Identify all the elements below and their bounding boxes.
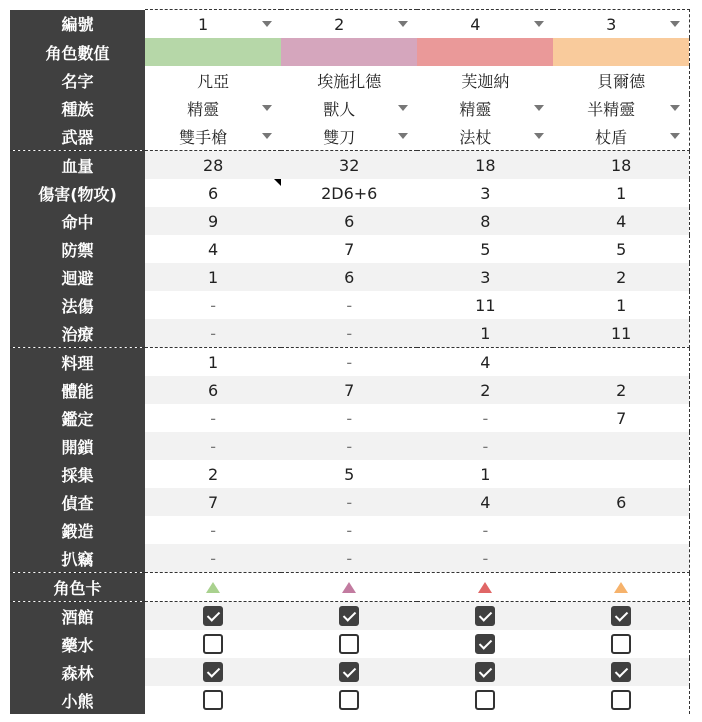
dropdown-arrow-icon[interactable] [670, 105, 680, 111]
checked-checkbox-icon[interactable] [203, 662, 223, 682]
row-tavern [10, 602, 690, 631]
stamina-value: 2 [553, 376, 689, 404]
label-hp: 血量 [10, 151, 145, 180]
dropdown-arrow-icon[interactable] [534, 133, 544, 139]
race-value: 精靈 [187, 99, 220, 119]
potion-checkbox[interactable] [145, 630, 281, 658]
forge-value: - [482, 520, 489, 540]
dropdown-arrow-icon[interactable] [398, 105, 408, 111]
color-swatch [281, 38, 417, 66]
label-cooking: 料理 [10, 348, 145, 377]
race-select[interactable] [145, 94, 281, 122]
label-race: 種族 [10, 94, 145, 122]
card-triangle-icon [417, 573, 553, 602]
weapon-value: 雙手槍 [179, 127, 228, 147]
hit-value: 4 [553, 207, 689, 235]
stamina-value: 6 [145, 376, 281, 404]
evade-value: 2 [553, 263, 689, 291]
hit-value: 9 [145, 207, 281, 235]
card-triangle-icon [553, 573, 689, 602]
evade-value: 3 [417, 263, 553, 291]
unlock-value: - [417, 432, 553, 460]
color-swatch [145, 38, 281, 66]
appraise-value: 7 [553, 404, 689, 432]
hp-value: 32 [281, 151, 417, 180]
unlock-value: - [281, 432, 417, 460]
unchecked-checkbox-icon[interactable] [203, 634, 223, 654]
checked-checkbox-icon[interactable] [611, 662, 631, 682]
race-value: 獸人 [323, 99, 356, 119]
dropdown-arrow-icon[interactable] [262, 133, 272, 139]
triangle-icon [206, 582, 220, 593]
id-select[interactable] [417, 10, 553, 39]
scout-value: 6 [553, 488, 689, 516]
label-potion: 藥水 [10, 630, 145, 658]
evade-value: 6 [281, 263, 417, 291]
row-hp [10, 151, 690, 180]
weapon-value: 杖盾 [595, 127, 628, 147]
row-appraise [10, 404, 690, 432]
hp-value: 18 [417, 151, 553, 180]
row-scout [10, 488, 690, 516]
label-card: 角色卡 [10, 573, 145, 602]
potion-checkbox[interactable] [281, 630, 417, 658]
bear-checkbox[interactable] [553, 686, 689, 714]
id-value: 1 [198, 14, 209, 34]
cooking-value: 1 [208, 352, 219, 372]
label-heal: 治療 [10, 319, 145, 348]
triangle-icon [614, 582, 628, 593]
weapon-select[interactable] [145, 122, 281, 151]
row-stamina [10, 376, 690, 404]
tavern-checkbox[interactable] [417, 602, 553, 631]
row-magic-damage [10, 291, 690, 319]
unlock-value [553, 432, 689, 460]
appraise-value: - [482, 408, 489, 428]
pickpocket-value: - [281, 544, 417, 573]
row-stats-color [10, 38, 690, 66]
checked-checkbox-icon[interactable] [475, 634, 495, 654]
defense-value: 7 [344, 239, 355, 259]
label-gather: 採集 [10, 460, 145, 488]
cooking-value: 4 [480, 352, 491, 372]
label-forge: 鍛造 [10, 516, 145, 544]
forge-value: - [210, 520, 217, 540]
dropdown-arrow-icon[interactable] [670, 21, 680, 27]
magic_damage-value: 1 [553, 291, 689, 319]
bear-checkbox[interactable] [145, 686, 281, 714]
id-value: 4 [470, 14, 481, 34]
pickpocket-value: - [417, 544, 553, 573]
label-hit: 命中 [10, 207, 145, 235]
dropdown-arrow-icon[interactable] [670, 133, 680, 139]
forest-checkbox[interactable] [281, 658, 417, 686]
forge-value [553, 516, 689, 544]
magic_damage-value: - [346, 295, 353, 315]
id-value: 3 [606, 14, 617, 34]
weapon-value: 法杖 [459, 127, 492, 147]
pickpocket-value: - [145, 544, 281, 573]
row-forge [10, 516, 690, 544]
id-select[interactable] [145, 10, 281, 39]
gather-value [553, 460, 689, 488]
row-forest [10, 658, 690, 686]
row-bear [10, 686, 690, 714]
cooking-value [553, 348, 689, 377]
row-damage [10, 179, 690, 207]
race-value: 半精靈 [587, 99, 636, 119]
row-card [10, 573, 690, 602]
row-defense [10, 235, 690, 263]
defense-value: 5 [480, 239, 491, 259]
tavern-checkbox[interactable] [553, 602, 689, 631]
character-table [10, 9, 690, 714]
label-damage: 傷害(物攻) [10, 179, 145, 207]
name-value: 貝爾德 [553, 66, 689, 94]
row-gather [10, 460, 690, 488]
label-name: 名字 [10, 66, 145, 94]
race-select[interactable] [553, 94, 689, 122]
gather-value: 2 [208, 464, 219, 484]
row-weapon [10, 122, 690, 151]
row-unlock [10, 432, 690, 460]
dropdown-arrow-icon[interactable] [534, 21, 544, 27]
tavern-checkbox[interactable] [281, 602, 417, 631]
color-swatch [553, 38, 689, 66]
id-select[interactable] [281, 10, 417, 39]
dropdown-arrow-icon[interactable] [262, 105, 272, 111]
weapon-select[interactable] [281, 122, 417, 151]
damage-value: 3 [480, 183, 491, 203]
unchecked-checkbox-icon[interactable] [339, 634, 359, 654]
row-hit [10, 207, 690, 235]
unchecked-checkbox-icon[interactable] [475, 690, 495, 710]
race-select[interactable] [417, 94, 553, 122]
magic_damage-value: 11 [475, 295, 496, 315]
race-select[interactable] [281, 94, 417, 122]
defense-value: 5 [553, 235, 689, 263]
row-potion [10, 630, 690, 658]
checked-checkbox-icon[interactable] [339, 606, 359, 626]
tavern-checkbox[interactable] [145, 602, 281, 631]
weapon-select[interactable] [553, 122, 689, 151]
row-name [10, 66, 690, 94]
label-pickpocket: 扒竊 [10, 544, 145, 573]
cooking-value: - [346, 352, 353, 372]
heal-value: - [281, 319, 417, 348]
pickpocket-value [553, 544, 689, 573]
hit-value: 8 [417, 207, 553, 235]
id-select[interactable] [553, 10, 689, 39]
comment-indicator-icon [274, 179, 281, 186]
label-id: 編號 [10, 10, 145, 39]
name-value: 埃施扎德 [317, 71, 382, 91]
scout-value: 4 [417, 488, 553, 516]
unlock-value: - [145, 432, 281, 460]
unchecked-checkbox-icon[interactable] [339, 690, 359, 710]
hit-value: 6 [281, 207, 417, 235]
forest-checkbox[interactable] [145, 658, 281, 686]
label-stamina: 體能 [10, 376, 145, 404]
potion-checkbox[interactable] [417, 630, 553, 658]
forge-value: - [346, 520, 353, 540]
character-sheet [10, 9, 690, 714]
heal-value: 11 [553, 319, 689, 348]
label-magic-damage: 法傷 [10, 291, 145, 319]
label-evade: 迴避 [10, 263, 145, 291]
stamina-value: 7 [281, 376, 417, 404]
unchecked-checkbox-icon[interactable] [611, 690, 631, 710]
label-scout: 偵查 [10, 488, 145, 516]
dropdown-arrow-icon[interactable] [262, 21, 272, 27]
forest-checkbox[interactable] [417, 658, 553, 686]
damage-value: 2D6+6 [321, 183, 378, 203]
unchecked-checkbox-icon[interactable] [611, 634, 631, 654]
label-weapon: 武器 [10, 122, 145, 151]
weapon-select[interactable] [417, 122, 553, 151]
name-value: 凡亞 [197, 71, 230, 91]
magic_damage-value: - [210, 295, 217, 315]
heal-value: - [145, 319, 281, 348]
row-cooking [10, 348, 690, 377]
hp-value: 18 [553, 151, 689, 180]
checked-checkbox-icon[interactable] [203, 606, 223, 626]
bear-checkbox[interactable] [281, 686, 417, 714]
forest-checkbox[interactable] [553, 658, 689, 686]
hp-value: 28 [145, 151, 281, 180]
dropdown-arrow-icon[interactable] [534, 105, 544, 111]
damage-value: 1 [553, 179, 689, 207]
triangle-icon [478, 582, 492, 593]
weapon-value: 雙刀 [323, 127, 356, 147]
label-unlock: 開鎖 [10, 432, 145, 460]
scout-value: 7 [145, 488, 281, 516]
checked-checkbox-icon[interactable] [475, 606, 495, 626]
row-heal [10, 319, 690, 348]
color-swatch [417, 38, 553, 66]
row-race [10, 94, 690, 122]
label-stats-color: 角色數值 [10, 38, 145, 66]
appraise-value: - [210, 408, 217, 428]
row-id [10, 10, 690, 39]
checked-checkbox-icon[interactable] [611, 606, 631, 626]
label-defense: 防禦 [10, 235, 145, 263]
checked-checkbox-icon[interactable] [475, 662, 495, 682]
card-triangle-icon [281, 573, 417, 602]
gather-value: 1 [480, 464, 491, 484]
dropdown-arrow-icon[interactable] [398, 21, 408, 27]
card-triangle-icon [145, 573, 281, 602]
dropdown-arrow-icon[interactable] [398, 133, 408, 139]
bear-checkbox[interactable] [417, 686, 553, 714]
label-forest: 森林 [10, 658, 145, 686]
heal-value: 1 [417, 319, 553, 348]
row-evade [10, 263, 690, 291]
evade-value: 1 [145, 263, 281, 291]
label-appraise: 鑑定 [10, 404, 145, 432]
damage-value: 6 [145, 179, 281, 207]
stamina-value: 2 [417, 376, 553, 404]
appraise-value: - [346, 408, 353, 428]
name-value: 芙迦納 [461, 71, 510, 91]
race-value: 精靈 [459, 99, 492, 119]
scout-value: - [281, 488, 417, 516]
potion-checkbox[interactable] [553, 630, 689, 658]
label-bear: 小熊 [10, 686, 145, 714]
defense-value: 4 [208, 239, 219, 259]
label-tavern: 酒館 [10, 602, 145, 631]
checked-checkbox-icon[interactable] [339, 662, 359, 682]
gather-value: 5 [344, 464, 355, 484]
id-value: 2 [334, 14, 345, 34]
unchecked-checkbox-icon[interactable] [203, 690, 223, 710]
triangle-icon [342, 582, 356, 593]
row-pickpocket [10, 544, 690, 573]
